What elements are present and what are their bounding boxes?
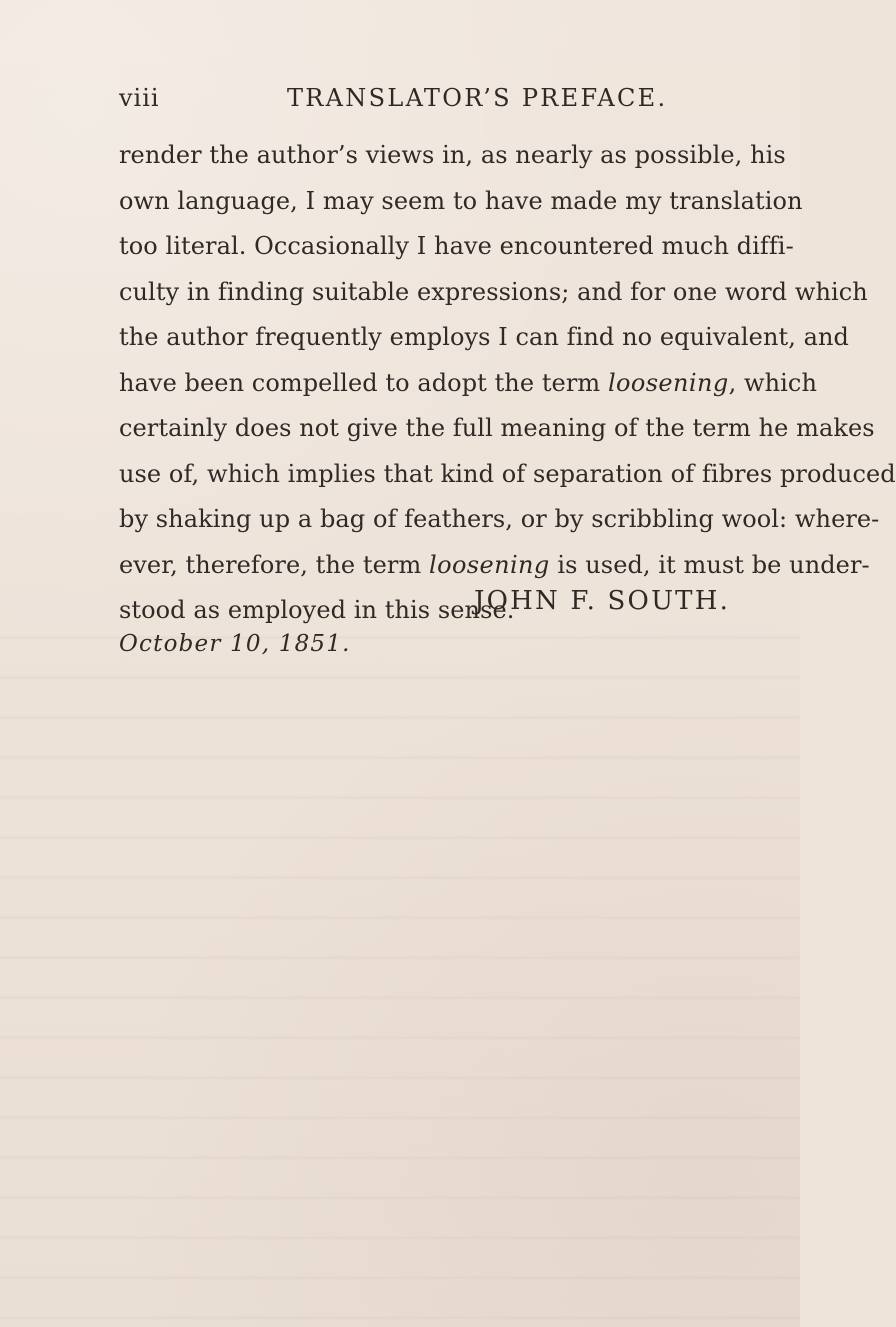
text-line-3: too literal. Occasionally I have encountered much diffi- (119, 232, 794, 260)
text-line-10-part-2: is used, it must be under- (549, 550, 870, 579)
text-line-1: render the author’s views in, as nearly as possible, his (119, 141, 786, 169)
running-title: TRANSLATOR’S PREFACE. (287, 84, 668, 112)
text-line-5: the author frequently employs I can find no equivalent, and (119, 323, 849, 351)
running-head (119, 84, 739, 112)
translator-signature: JOHN F. SOUTH. (474, 586, 731, 616)
text-line-2: own language, I may seem to have made my translation (119, 186, 803, 215)
text-line-6-part-1: have been compelled to adopt the term (119, 368, 608, 397)
page-number: viii (119, 84, 160, 112)
text-line-6-part-2: , which (728, 368, 817, 397)
italic-term-loosening: loosening (607, 368, 729, 397)
text-line-10-part-1: ever, therefore, the term (119, 550, 430, 579)
text-line-7: certainly does not give the full meaning of the term he makes (119, 414, 875, 442)
text-line-6 (119, 368, 817, 414)
text-line-11: stood as employed in this sense. (119, 596, 515, 624)
preface-date: October 10, 1851. (119, 631, 351, 657)
text-line-9: by shaking up a bag of feathers, or by scribbling wool: where- (119, 505, 880, 533)
italic-term-loosening-2: loosening (429, 550, 550, 579)
text-line-8: use of, which implies that kind of separation of fibres produced (119, 459, 896, 488)
text-line-4: culty in finding suitable expressions; and for one word which (119, 277, 868, 306)
preface-text (119, 140, 896, 641)
